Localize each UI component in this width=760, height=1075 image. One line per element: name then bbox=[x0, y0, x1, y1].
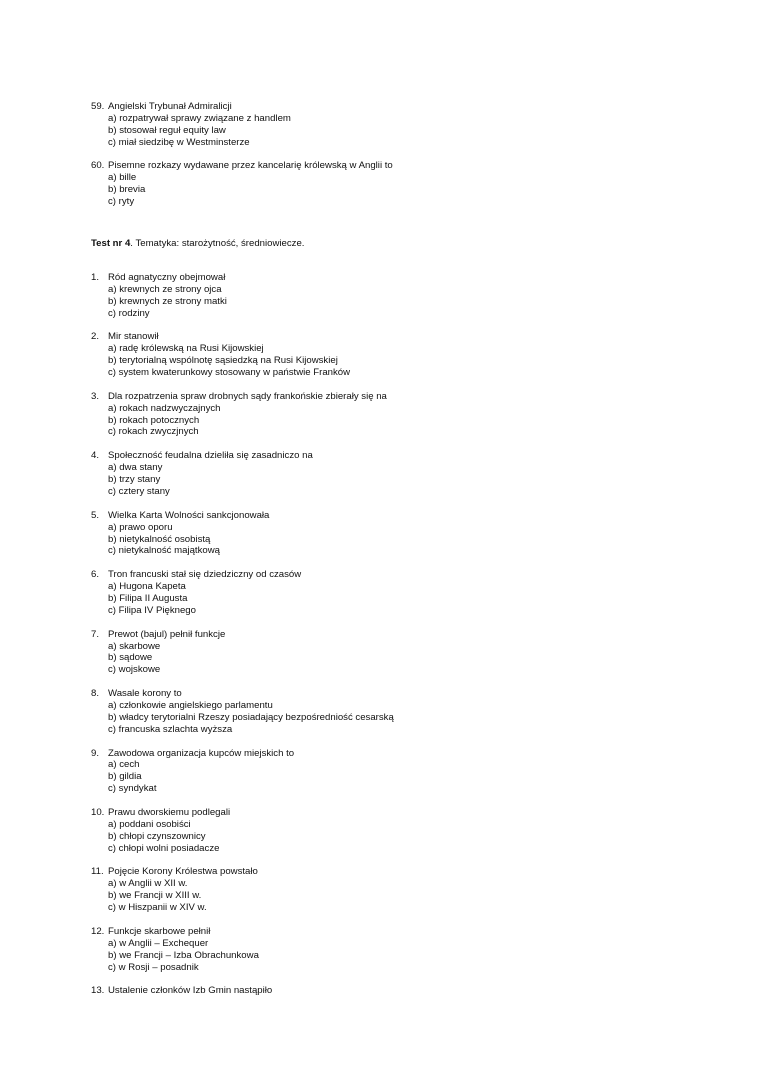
answer-option: a) Hugona Kapeta bbox=[108, 581, 186, 593]
question-text: Społeczność feudalna dzieliła się zasadniczo na bbox=[108, 450, 313, 462]
question-text: Wielka Karta Wolności sankcjonowała bbox=[108, 509, 270, 521]
answer-option: b) terytorialną wspólnotę sąsiedzką na Rusi Kijowskiej bbox=[108, 355, 338, 367]
question-item bbox=[91, 629, 691, 677]
question-item bbox=[91, 926, 691, 974]
question-text: Ród agnatyczny obejmował bbox=[108, 271, 226, 283]
answer-option: a) rokach nadzwyczajnych bbox=[108, 402, 221, 414]
question-text: Dla rozpatrzenia spraw drobnych sądy frankońskie zbierały się na bbox=[108, 390, 387, 402]
question-text: Tron francuski stał się dziedziczny od czasów bbox=[108, 569, 302, 581]
question-stem bbox=[91, 569, 691, 581]
question-item bbox=[91, 510, 691, 558]
answer-option: c) ryty bbox=[108, 196, 135, 208]
answer-option: c) syndykat bbox=[108, 783, 157, 795]
question-number: 1. bbox=[91, 271, 100, 283]
question-item bbox=[91, 569, 691, 617]
answer-option: c) w Rosji – posadnik bbox=[108, 961, 199, 973]
answer-option: a) dwa stany bbox=[108, 462, 163, 474]
question-item bbox=[91, 985, 691, 997]
question-text: Pojęcie Korony Królestwa powstało bbox=[108, 866, 258, 878]
question-stem bbox=[91, 272, 691, 284]
question-stem bbox=[91, 510, 691, 522]
answer-option: b) chłopi czynszownicy bbox=[108, 830, 206, 842]
answer-option: c) rodziny bbox=[108, 307, 150, 319]
question-list bbox=[91, 272, 691, 997]
answer-option: b) rokach potocznych bbox=[108, 414, 200, 426]
test-header-bold: Test nr 4 bbox=[91, 238, 131, 250]
question-stem bbox=[91, 331, 691, 343]
answer-option: b) Filipa II Augusta bbox=[108, 592, 188, 604]
question-text: Zawodowa organizacja kupców miejskich to bbox=[108, 747, 295, 759]
answer-option: a) w Anglii – Exchequer bbox=[108, 937, 209, 949]
question-number: 9. bbox=[91, 747, 100, 759]
question-number: 6. bbox=[91, 569, 100, 581]
question-item bbox=[91, 807, 691, 855]
question-number: 60. bbox=[91, 160, 105, 172]
question-item bbox=[91, 866, 691, 914]
answer-option: a) cech bbox=[108, 759, 140, 771]
answer-option: a) krewnych ze strony ojca bbox=[108, 283, 222, 295]
answer-option: c) francuska szlachta wyższa bbox=[108, 723, 233, 735]
answer-option: b) brevia bbox=[108, 184, 146, 196]
question-text: Wasale korony to bbox=[108, 688, 182, 700]
question-stem bbox=[91, 866, 691, 878]
question-text: Ustalenie członków Izb Gmin nastąpiło bbox=[108, 985, 273, 997]
answer-option: a) rozpatrywał sprawy związane z handlem bbox=[108, 112, 291, 124]
answer-option: a) członkowie angielskiego parlamentu bbox=[108, 699, 273, 711]
answer-option: a) w Anglii w XII w. bbox=[108, 878, 188, 890]
answer-option: c) wojskowe bbox=[108, 664, 161, 676]
question-text: Angielski Trybunał Admiralicji bbox=[108, 101, 232, 112]
question-item bbox=[91, 688, 691, 736]
question-stem bbox=[91, 985, 691, 997]
question-item bbox=[91, 160, 691, 208]
question-item bbox=[91, 331, 691, 379]
answer-option: b) krewnych ze strony matki bbox=[108, 295, 227, 307]
question-stem bbox=[91, 101, 691, 113]
test-header bbox=[91, 238, 691, 250]
question-stem bbox=[91, 688, 691, 700]
question-number: 8. bbox=[91, 688, 100, 700]
answer-option: a) skarbowe bbox=[108, 640, 161, 652]
answer-option: b) sądowe bbox=[108, 652, 153, 664]
answer-option: b) stosował reguł equity law bbox=[108, 124, 226, 136]
answer-option: c) rokach zwyczjnych bbox=[108, 426, 199, 438]
question-stem bbox=[91, 748, 691, 760]
answer-option: c) chłopi wolni posiadacze bbox=[108, 842, 220, 854]
answer-option: a) prawo oporu bbox=[108, 521, 173, 533]
question-item bbox=[91, 391, 691, 439]
question-text: Pisemne rozkazy wydawane przez kancelarię królewską w Anglii to bbox=[108, 160, 393, 172]
question-number: 12. bbox=[91, 925, 105, 937]
test-header-topic: . Tematyka: starożytność, średniowiecze. bbox=[130, 238, 305, 250]
answer-option: a) poddani osobiści bbox=[108, 818, 191, 830]
document-body bbox=[91, 101, 691, 1009]
answer-option: b) we Francji – Izba Obrachunkowa bbox=[108, 949, 259, 961]
question-stem bbox=[91, 450, 691, 462]
question-number: 4. bbox=[91, 450, 100, 462]
question-number: 59. bbox=[91, 101, 105, 112]
answer-option: a) bille bbox=[108, 172, 137, 184]
question-stem bbox=[91, 160, 691, 172]
answer-option: c) cztery stany bbox=[108, 485, 170, 497]
answer-option: b) trzy stany bbox=[108, 474, 161, 486]
question-text: Mir stanowił bbox=[108, 331, 159, 343]
answer-option: c) nietykalność majątkową bbox=[108, 545, 220, 557]
question-stem bbox=[91, 807, 691, 819]
question-stem bbox=[91, 926, 691, 938]
question-item bbox=[91, 101, 691, 149]
question-stem bbox=[91, 391, 691, 403]
question-text: Prewot (bajul) pełnił funkcje bbox=[108, 628, 226, 640]
answer-option: b) gildia bbox=[108, 771, 142, 783]
answer-option: c) system kwaterunkowy stosowany w państwie Franków bbox=[108, 367, 351, 379]
answer-option: a) radę królewską na Rusi Kijowskiej bbox=[108, 343, 264, 355]
question-item bbox=[91, 272, 691, 320]
answer-option: c) w Hiszpanii w XIV w. bbox=[108, 902, 207, 914]
question-item bbox=[91, 748, 691, 796]
question-stem bbox=[91, 629, 691, 641]
answer-option: b) we Francji w XIII w. bbox=[108, 890, 202, 902]
question-number: 10. bbox=[91, 806, 105, 818]
answer-option: c) miał siedzibę w Westminsterze bbox=[108, 136, 250, 148]
question-number: 2. bbox=[91, 331, 100, 343]
question-number: 13. bbox=[91, 985, 105, 997]
answer-option: b) nietykalność osobistą bbox=[108, 533, 211, 545]
question-number: 5. bbox=[91, 509, 100, 521]
previous-test-questions bbox=[91, 101, 691, 208]
question-number: 7. bbox=[91, 628, 100, 640]
question-text: Funkcje skarbowe pełnił bbox=[108, 925, 211, 937]
answer-option: c) Filipa IV Pięknego bbox=[108, 604, 196, 616]
question-number: 3. bbox=[91, 390, 100, 402]
answer-option: b) władcy terytorialni Rzeszy posiadający bezpośredniość cesarską bbox=[108, 711, 394, 723]
question-text: Prawu dworskiemu podlegali bbox=[108, 806, 231, 818]
question-item bbox=[91, 450, 691, 498]
question-number: 11. bbox=[91, 866, 104, 878]
